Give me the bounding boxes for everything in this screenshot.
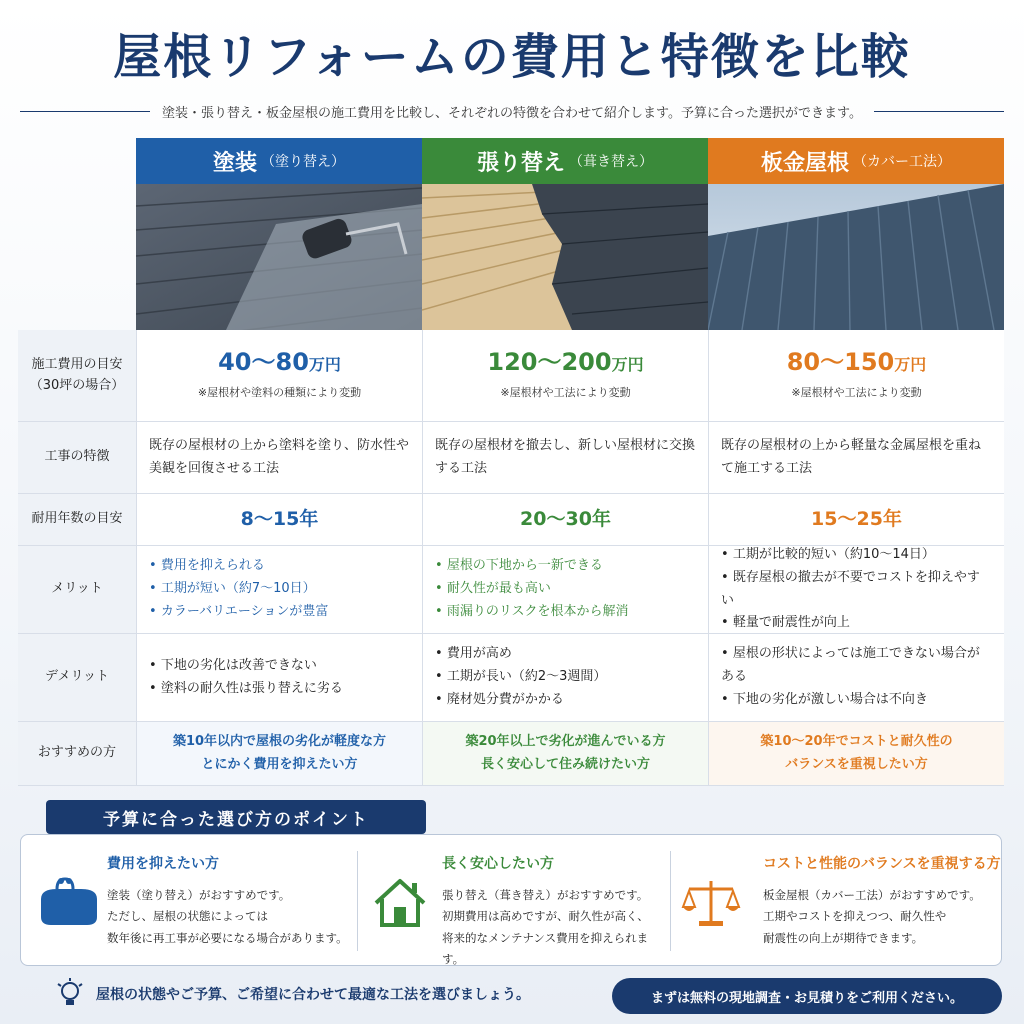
- list-item: • 下地の劣化が激しい場合は不向き: [721, 689, 992, 712]
- row-label-merit: メリット: [18, 546, 136, 634]
- row-label-subtext: （30坪の場合）: [29, 377, 125, 393]
- list-item: • 雨漏りのリスクを根本から解消: [435, 601, 696, 624]
- years-range: 8～15: [240, 507, 300, 530]
- recommend-cell-reroof: [422, 722, 708, 786]
- years-cell-paint: [136, 494, 422, 546]
- recommend-cell-paint: [136, 722, 422, 786]
- footer-message: 屋根の状態やご予算、ご希望に合わせて最適な工法を選びましょう。: [96, 987, 530, 1003]
- row-label-demerit: デメリット: [18, 634, 136, 722]
- price-range: 120～200: [487, 348, 612, 377]
- list-item: • 廃材処分費がかかる: [435, 689, 696, 712]
- years-range: 20～30: [520, 507, 592, 530]
- page-subtitle: 塗装・張り替え・板金屋根の施工費用を比較し、それぞれの特徴を合わせて紹介します。予算に合った選択ができます。: [162, 106, 862, 121]
- column-header-reroof: [422, 138, 708, 184]
- column-title: 板金屋根: [760, 150, 849, 176]
- years-range: 15～25: [811, 507, 883, 530]
- point-line: 張り替え（葺き替え）がおすすめです。: [442, 888, 649, 902]
- house-icon: [372, 877, 428, 933]
- lightbulb-icon: [56, 978, 84, 1014]
- point-line: 板金屋根（カバー工法）がおすすめです。: [763, 888, 981, 902]
- point-line: ただし、屋根の状態によっては: [107, 909, 268, 924]
- merit-cell-metal: [708, 546, 1004, 634]
- price-unit: 万円: [308, 355, 341, 375]
- wallet-icon: [37, 877, 101, 931]
- row-label-feature: 工事の特徴: [18, 422, 136, 494]
- list-item: • 軽量で耐震性が向上: [721, 612, 992, 635]
- years-unit: 年: [591, 507, 611, 530]
- row-label-years: 耐用年数の目安: [18, 494, 136, 546]
- demerit-cell-metal: [708, 634, 1004, 722]
- years-cell-metal: [708, 494, 1004, 546]
- list-item: • 工期が短い（約7～10日）: [149, 578, 410, 601]
- point-body: [763, 885, 981, 949]
- point-line: 数年後に再工事が必要になる場合があります。: [107, 930, 348, 945]
- row-label-cost: [18, 330, 136, 422]
- point-line: 耐震性の向上が期待できます。: [763, 930, 924, 945]
- paint-roof-photo: [136, 184, 422, 330]
- points-heading: 予算に合った選び方のポイント: [46, 800, 426, 834]
- list-item: • 既存屋根の撤去が不要でコストを抑えやすい: [721, 567, 992, 613]
- point-line: 工期やコストを抑えつつ、耐久性や: [763, 909, 947, 924]
- subtitle-row: [20, 102, 1004, 121]
- feature-cell-metal: 既存の屋根材の上から軽量な金属屋根を重ねて施工する工法: [708, 422, 1004, 494]
- column-subtitle: （葺き替え）: [569, 154, 653, 170]
- years-unit: 年: [299, 507, 319, 530]
- recommend-line: バランスを重視したい方: [785, 756, 928, 772]
- cost-cell-reroof: [422, 330, 708, 422]
- recommend-line: 築10～20年でコストと耐久性の: [760, 733, 953, 749]
- column-title: 張り替え: [476, 150, 565, 176]
- demerit-list: [435, 643, 696, 711]
- list-item: • 工期が長い（約2～3週間）: [435, 666, 696, 689]
- recommend-line: 築10年以内で屋根の劣化が軽度な方: [172, 733, 387, 749]
- recommend-line: とにかく費用を抑えたい方: [201, 756, 358, 772]
- years-value: [520, 503, 611, 536]
- point-title: 長く安心したい方: [442, 856, 554, 872]
- demerit-list: [149, 655, 410, 701]
- demerit-list: [721, 643, 992, 711]
- list-item: • 下地の劣化は改善できない: [149, 655, 410, 678]
- merit-cell-paint: [136, 546, 422, 634]
- column-subtitle: （カバー工法）: [853, 154, 951, 170]
- recommend-text: [760, 731, 952, 777]
- merit-list: [149, 555, 410, 623]
- list-item: • 屋根の下地から一新できる: [435, 555, 696, 578]
- recommend-line: 長く安心して住み続けたい方: [480, 756, 650, 772]
- years-value: [811, 503, 902, 536]
- price-unit: 万円: [611, 355, 644, 375]
- point-cost: [21, 835, 357, 967]
- demerit-cell-paint: [136, 634, 422, 722]
- divider-right: [874, 111, 1004, 112]
- point-line: 初期費用は高めですが、耐久性が高く、: [442, 909, 649, 924]
- divider-left: [20, 111, 150, 112]
- list-item: • 工期が比較的短い（約10～14日）: [721, 544, 992, 567]
- metal-roof-photo: [708, 184, 1004, 330]
- points-box: [20, 834, 1002, 966]
- feature-cell-paint: 既存の屋根材の上から塗料を塗り、防水性や美観を回復させる工法: [136, 422, 422, 494]
- estimate-cta-button[interactable]: まずは無料の現地調査・お見積りをご利用ください。: [612, 978, 1002, 1014]
- column-header-metal: [708, 138, 1004, 184]
- list-item: • カラーバリエーションが豊富: [149, 601, 410, 624]
- price-unit: 万円: [894, 355, 927, 375]
- row-label-text: 施工費用の目安: [31, 356, 123, 372]
- list-item: • 費用が高め: [435, 643, 696, 666]
- point-body: [107, 885, 348, 949]
- price-value: [218, 348, 341, 377]
- merit-cell-reroof: [422, 546, 708, 634]
- price-value: [487, 348, 643, 377]
- column-subtitle: （塗り替え）: [261, 154, 345, 170]
- price-range: 40～80: [218, 348, 309, 377]
- price-value: [787, 348, 927, 377]
- merit-list: [721, 544, 992, 635]
- list-item: • 塗料の耐久性は張り替えに劣る: [149, 678, 410, 701]
- page-title: 屋根リフォームの費用と特徴を比較: [113, 29, 911, 85]
- point-line: 塗装（塗り替え）がおすすめです。: [107, 888, 291, 902]
- recommend-cell-metal: [708, 722, 1004, 786]
- column-header-paint: [136, 138, 422, 184]
- price-range: 80～150: [786, 348, 895, 377]
- point-title: コストと性能のバランスを重視する方: [763, 856, 1001, 872]
- recommend-text: [173, 731, 386, 777]
- reroof-photo: [422, 184, 708, 330]
- point-line: 将来的なメンテナンス費用を抑えられます。: [442, 930, 649, 966]
- scale-icon: [681, 877, 741, 933]
- point-title: 費用を抑えたい方: [107, 856, 219, 872]
- price-note: ※屋根材や工法により変動: [500, 386, 631, 400]
- point-body: [442, 885, 670, 970]
- years-unit: 年: [882, 507, 902, 530]
- years-value: [241, 503, 319, 536]
- point-longterm: [358, 835, 670, 967]
- list-item: • 屋根の形状によっては施工できない場合がある: [721, 643, 992, 689]
- feature-cell-reroof: 既存の屋根材を撤去し、新しい屋根材に交換する工法: [422, 422, 708, 494]
- price-note: ※屋根材や塗料の種類により変動: [197, 386, 362, 400]
- list-item: • 耐久性が最も高い: [435, 578, 696, 601]
- demerit-cell-reroof: [422, 634, 708, 722]
- recommend-line: 築20年以上で劣化が進んでいる方: [465, 733, 666, 749]
- recommend-text: [465, 731, 665, 777]
- list-item: • 費用を抑えられる: [149, 555, 410, 578]
- point-balance: [671, 835, 1001, 967]
- years-cell-reroof: [422, 494, 708, 546]
- cost-cell-paint: [136, 330, 422, 422]
- cost-cell-metal: [708, 330, 1004, 422]
- row-label-recommend: おすすめの方: [18, 722, 136, 786]
- merit-list: [435, 555, 696, 623]
- column-title: 塗装: [212, 150, 257, 176]
- price-note: ※屋根材や工法により変動: [791, 386, 922, 400]
